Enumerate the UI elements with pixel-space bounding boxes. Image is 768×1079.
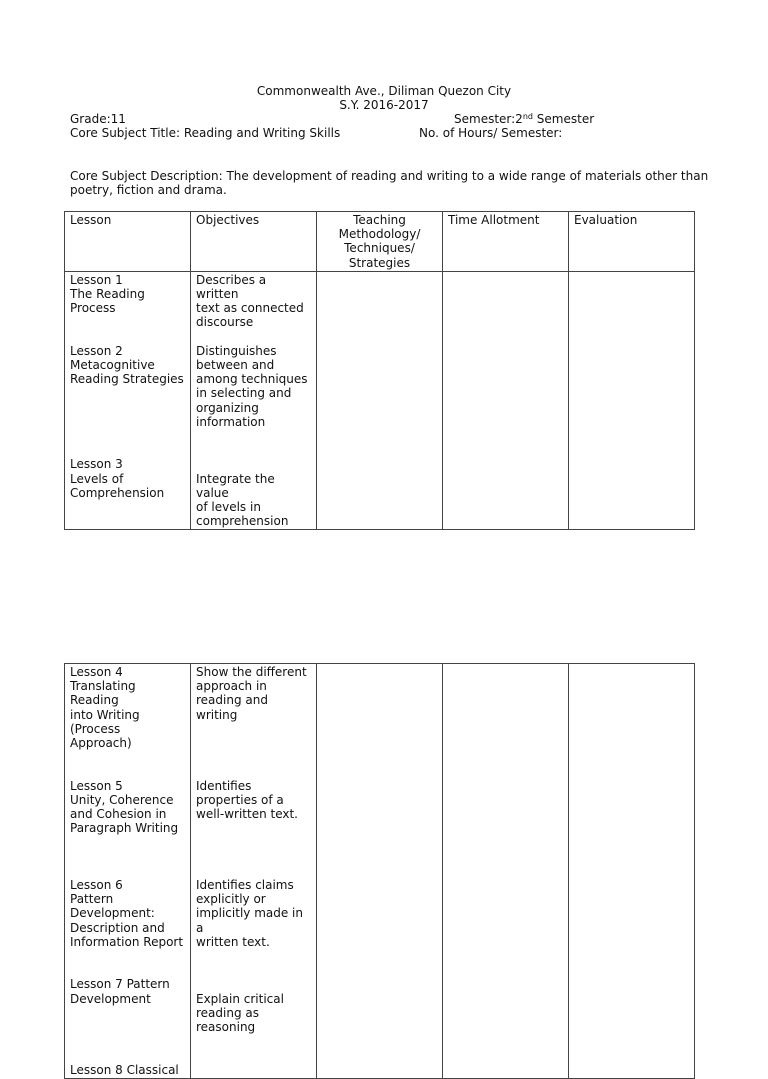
table-row [65, 271, 695, 530]
school-address: Commonwealth Ave., Diliman Quezon City [256, 84, 512, 98]
table-row [65, 664, 695, 1079]
description-line-2: poetry, fiction and drama. [70, 183, 227, 197]
curriculum-table-1 [64, 211, 695, 530]
objectives-cell: Describes a written text as connected discourse Distinguishes between and among techniques in selecting and organizing information Integrate the value of levels in comprehension [191, 271, 317, 530]
table-header-row [65, 212, 695, 272]
header-teaching-methodology: Teaching Methodology/ Techniques/ Strategies [317, 212, 443, 272]
semester-ordinal: nd [522, 112, 533, 121]
header-evaluation: Evaluation [569, 212, 695, 272]
header-time-allotment: Time Allotment [443, 212, 569, 272]
semester-suffix: Semester [532, 112, 595, 126]
header-lesson: Lesson [65, 212, 191, 272]
semester-label [454, 112, 594, 126]
time-allotment-cell [443, 271, 569, 530]
evaluation-cell [569, 664, 695, 1079]
header-objectives: Objectives [191, 212, 317, 272]
school-year: S.Y. 2016-2017 [339, 98, 429, 112]
evaluation-cell [569, 271, 695, 530]
core-subject-title: Core Subject Title: Reading and Writing Skills [70, 126, 341, 140]
description-line-1: Core Subject Description: The development of reading and writing to a wide range of materials other than [70, 169, 709, 183]
objectives-cell: Show the different approach in reading and writing Identifies properties of a well-written text. Identifies claims explicitly or implicitly made in a written text. Explain critical reading as reasoning [191, 664, 317, 1079]
methodology-cell [317, 664, 443, 1079]
curriculum-table-2 [64, 663, 695, 1079]
lessons-cell: Lesson 1 The Reading Process Lesson 2 Metacognitive Reading Strategies Lesson 3 Levels of Comprehension [65, 271, 191, 530]
lessons-cell: Lesson 4 Translating Reading into Writing (Process Approach) Lesson 5 Unity, Coherence and Cohesion in Paragraph Writing Lesson 6 Pattern Development: Description and Information Report Lesson 7 Pattern Development Lesson 8 Classical [65, 664, 191, 1079]
grade-label: Grade:11 [70, 112, 126, 126]
methodology-cell [317, 271, 443, 530]
semester-prefix: Semester:2 [454, 112, 523, 126]
hours-per-semester: No. of Hours/ Semester: [419, 126, 563, 140]
time-allotment-cell [443, 664, 569, 1079]
